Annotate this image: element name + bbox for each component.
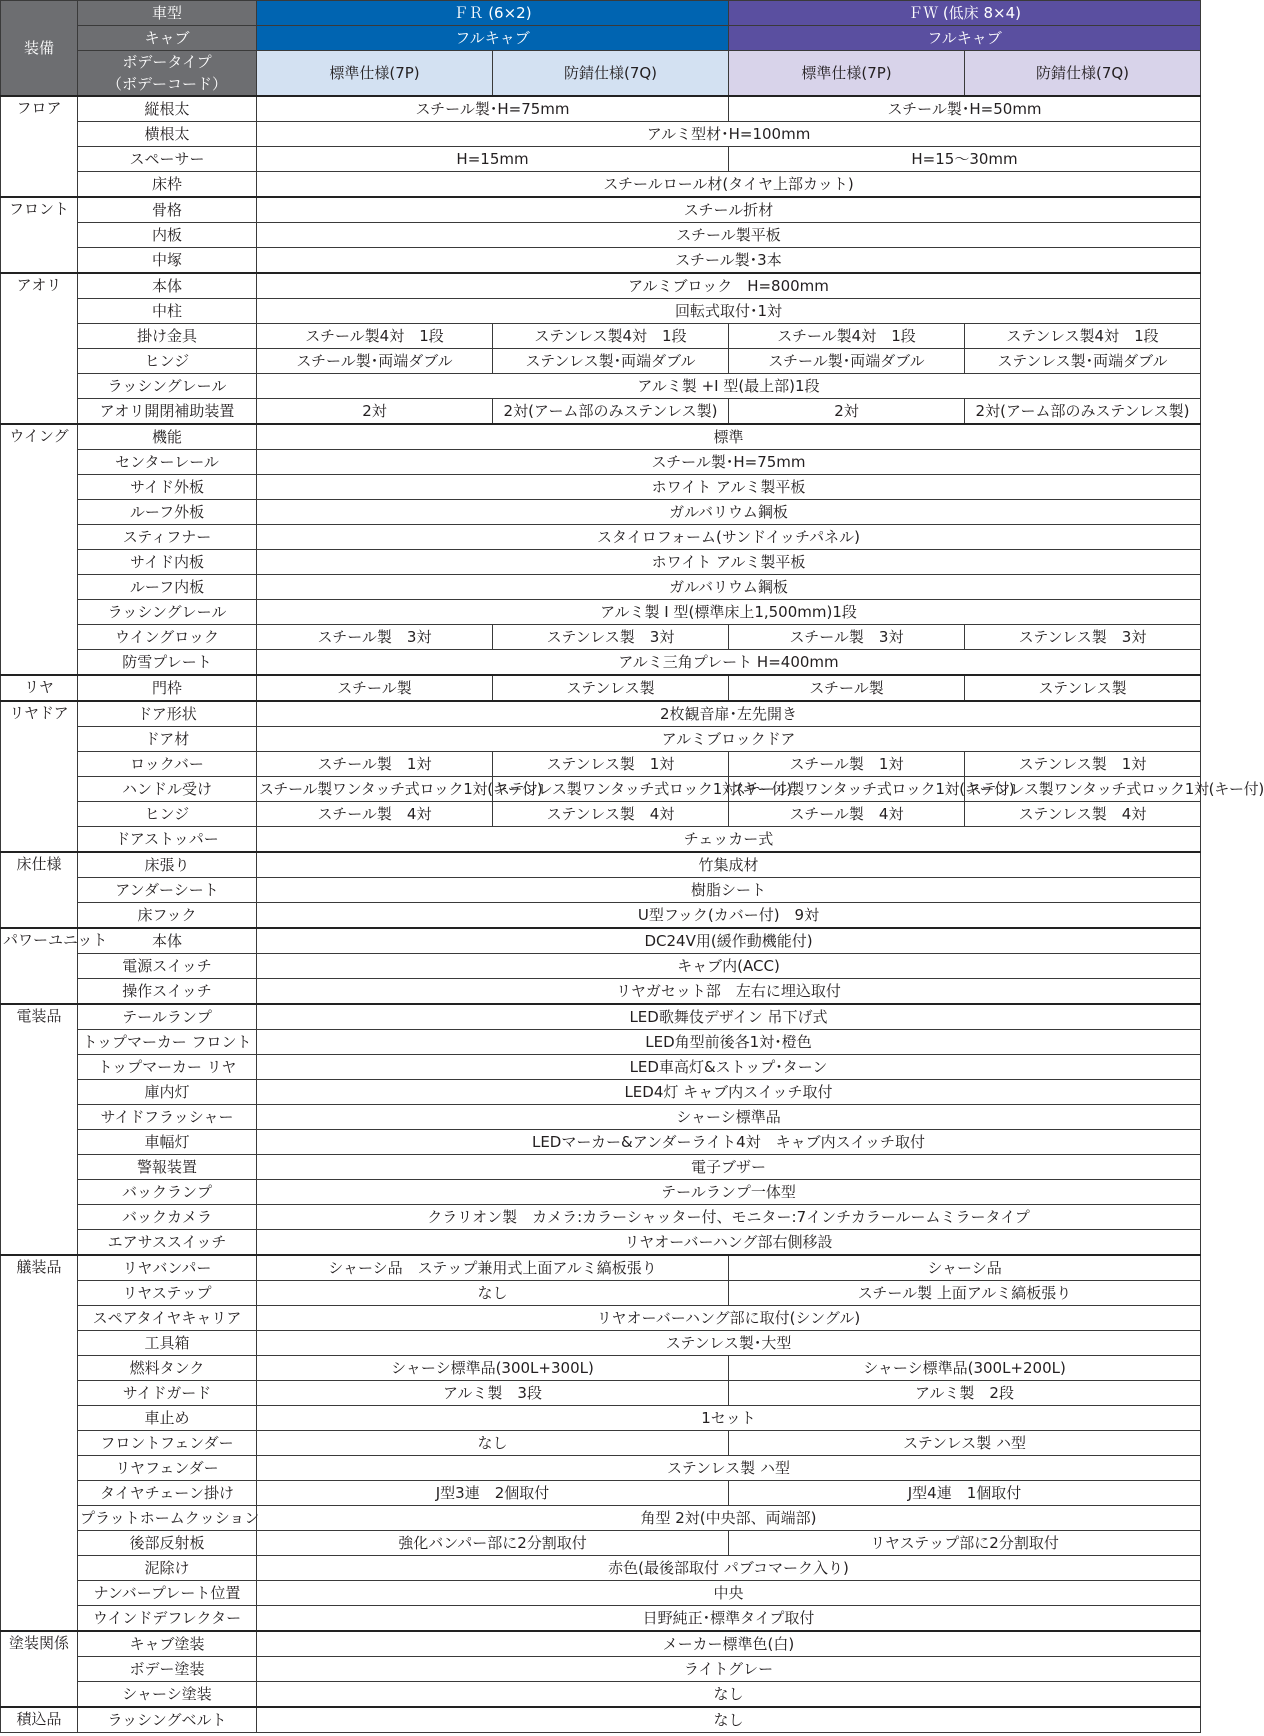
value-cell: 2対	[729, 399, 965, 425]
value-cell: スチール製 4対	[729, 802, 965, 827]
category-cell: フロント	[1, 197, 78, 273]
table-row	[1, 96, 1201, 122]
value-cell: スチール製 1対	[257, 752, 493, 777]
table-row	[1, 1707, 1201, 1733]
value-cell: 2対	[257, 399, 493, 425]
value-cell: J型4連 1個取付	[729, 1481, 1201, 1506]
item-label-cell: ラッシングベルト	[78, 1707, 257, 1733]
table-row	[1, 324, 1201, 349]
table-row	[1, 500, 1201, 525]
item-label-cell: 中柱	[78, 299, 257, 324]
value-cell: スチール製 上面アルミ縞板張り	[729, 1281, 1201, 1306]
value-cell: スタイロフォーム(サンドイッチパネル)	[257, 525, 1201, 550]
table-row	[1, 878, 1201, 903]
value-cell: なし	[257, 1431, 729, 1456]
value-cell: メーカー標準色(白)	[257, 1631, 1201, 1657]
table-row	[1, 1180, 1201, 1205]
value-cell: スチール製	[729, 675, 965, 701]
value-cell: アルミ型材･H=100mm	[257, 122, 1201, 147]
value-cell: 1セット	[257, 1406, 1201, 1431]
value-cell: スチール折材	[257, 197, 1201, 223]
category-cell: アオリ	[1, 273, 78, 424]
table-row	[1, 1657, 1201, 1682]
value-cell: スチール製ワンタッチ式ロック1対(キー付)	[257, 777, 493, 802]
value-cell: チェッカー式	[257, 827, 1201, 853]
value-cell: ステンレス製	[493, 675, 729, 701]
fw-rustproof-header: 防錆仕様(7Q)	[965, 51, 1201, 97]
table-row	[1, 172, 1201, 198]
item-label-cell: サイドフラッシャー	[78, 1105, 257, 1130]
table-row	[1, 475, 1201, 500]
item-label-cell: 車止め	[78, 1406, 257, 1431]
table-row	[1, 903, 1201, 929]
value-cell: アルミ製 +I 型(最上部)1段	[257, 374, 1201, 399]
item-label-cell: センターレール	[78, 450, 257, 475]
value-cell: ステンレス製4対 1段	[965, 324, 1201, 349]
table-row	[1, 1205, 1201, 1230]
table-row	[1, 827, 1201, 853]
table-row	[1, 1105, 1201, 1130]
table-row	[1, 852, 1201, 878]
value-cell: テールランプ一体型	[257, 1180, 1201, 1205]
value-cell: 強化バンパー部に2分割取付	[257, 1531, 729, 1556]
table-row	[1, 802, 1201, 827]
value-cell: H=15mm	[257, 147, 729, 172]
category-cell: 塗装関係	[1, 1631, 78, 1707]
item-label-cell: ハンドル受け	[78, 777, 257, 802]
item-label-cell: トップマーカー フロント	[78, 1030, 257, 1055]
table-row	[1, 147, 1201, 172]
value-cell: スチール製･H=75mm	[257, 450, 1201, 475]
value-cell: 2対(アーム部のみステンレス製)	[493, 399, 729, 425]
table-row	[1, 1456, 1201, 1481]
item-label-cell: 横根太	[78, 122, 257, 147]
item-label-cell: 機能	[78, 424, 257, 450]
item-label-cell: シャーシ塗装	[78, 1682, 257, 1708]
table-row	[1, 1080, 1201, 1105]
item-label-cell: スペアタイヤキャリア	[78, 1306, 257, 1331]
item-label-cell: ルーフ内板	[78, 575, 257, 600]
item-label-cell: ドア形状	[78, 701, 257, 727]
value-cell: J型3連 2個取付	[257, 1481, 729, 1506]
value-cell: スチール製	[257, 675, 493, 701]
category-cell: 床仕様	[1, 852, 78, 928]
table-row	[1, 650, 1201, 676]
table-row	[1, 299, 1201, 324]
value-cell: シャーシ品	[729, 1255, 1201, 1281]
value-cell: 2枚観音扉･左先開き	[257, 701, 1201, 727]
cab-label: キャブ	[78, 26, 257, 51]
value-cell: ステンレス製･両端ダブル	[493, 349, 729, 374]
fr-standard-header: 標準仕様(7P)	[257, 51, 493, 97]
item-label-cell: 電源スイッチ	[78, 954, 257, 979]
table-row	[1, 954, 1201, 979]
value-cell: シャーシ品 ステップ兼用式上面アルミ縞板張り	[257, 1255, 729, 1281]
category-cell: 積込品	[1, 1707, 78, 1733]
value-cell: ステンレス製 3対	[965, 625, 1201, 650]
item-label-cell: 後部反射板	[78, 1531, 257, 1556]
table-row	[1, 1306, 1201, 1331]
item-label-cell: ラッシングレール	[78, 600, 257, 625]
category-cell: パワーユニット	[1, 928, 78, 1004]
value-cell: シャーシ標準品	[257, 1105, 1201, 1130]
value-cell: 中央	[257, 1581, 1201, 1606]
value-cell: シャーシ標準品(300L+200L)	[729, 1356, 1201, 1381]
item-label-cell: リヤバンパー	[78, 1255, 257, 1281]
value-cell: アルミ三角プレート H=400mm	[257, 650, 1201, 676]
table-row	[1, 122, 1201, 147]
table-body	[1, 96, 1264, 1733]
value-cell: LED歌舞伎デザイン 吊下げ式	[257, 1004, 1201, 1030]
value-cell: アルミ製 2段	[729, 1381, 1201, 1406]
value-cell: なし	[257, 1682, 1201, 1708]
value-cell: 日野純正･標準タイプ取付	[257, 1606, 1201, 1632]
fw-cab-header: フルキャブ	[729, 26, 1201, 51]
value-cell: ステンレス製ワンタッチ式ロック1対(キー付)	[493, 777, 729, 802]
value-cell: アルミブロック H=800mm	[257, 273, 1201, 299]
value-cell: ガルバリウム鋼板	[257, 575, 1201, 600]
table-row	[1, 575, 1201, 600]
value-cell: LED4灯 キャブ内スイッチ取付	[257, 1080, 1201, 1105]
table-row	[1, 1506, 1201, 1531]
value-cell: スチール製･両端ダブル	[729, 349, 965, 374]
value-cell: 角型 2対(中央部、両端部)	[257, 1506, 1201, 1531]
value-cell: スチール製 1対	[729, 752, 965, 777]
item-label-cell: プラットホームクッション	[78, 1506, 257, 1531]
item-label-cell: リヤフェンダー	[78, 1456, 257, 1481]
table-row	[1, 777, 1201, 802]
table-row	[1, 399, 1201, 425]
item-label-cell: 床張り	[78, 852, 257, 878]
table-row	[1, 550, 1201, 575]
item-label-cell: ドアストッパー	[78, 827, 257, 853]
table-row	[1, 979, 1201, 1005]
item-label-cell: 骨格	[78, 197, 257, 223]
item-label-cell: 床フック	[78, 903, 257, 929]
value-cell: 樹脂シート	[257, 878, 1201, 903]
value-cell: リヤガセット部 左右に埋込取付	[257, 979, 1201, 1005]
table-row	[1, 675, 1201, 701]
value-cell: ステンレス製 ハ型	[257, 1456, 1201, 1481]
item-label-cell: リヤステップ	[78, 1281, 257, 1306]
category-cell: リヤ	[1, 675, 78, 701]
category-cell: 電装品	[1, 1004, 78, 1255]
table-row	[1, 1281, 1201, 1306]
table-row	[1, 1230, 1201, 1256]
value-cell: ステンレス製 3対	[493, 625, 729, 650]
equipment-header: 装備	[1, 1, 78, 97]
item-label-cell: サイド内板	[78, 550, 257, 575]
value-cell: ステンレス製 4対	[493, 802, 729, 827]
item-label-cell: 中塚	[78, 248, 257, 274]
item-label-cell: アオリ開閉補助装置	[78, 399, 257, 425]
value-cell: アルミ製 I 型(標準床上1,500mm)1段	[257, 600, 1201, 625]
value-cell: LEDマーカー&アンダーライト4対 キャブ内スイッチ取付	[257, 1130, 1201, 1155]
table-row	[1, 1682, 1201, 1708]
table-row	[1, 1331, 1201, 1356]
value-cell: DC24V用(緩作動機能付)	[257, 928, 1201, 954]
item-label-cell: バックカメラ	[78, 1205, 257, 1230]
value-cell: ライトグレー	[257, 1657, 1201, 1682]
item-label-cell: ウイングロック	[78, 625, 257, 650]
value-cell: ステンレス製 1対	[493, 752, 729, 777]
value-cell: スチールロール材(タイヤ上部カット)	[257, 172, 1201, 198]
value-cell: ガルバリウム鋼板	[257, 500, 1201, 525]
table-row	[1, 1255, 1201, 1281]
item-label-cell: ウインドデフレクター	[78, 1606, 257, 1632]
item-label-cell: ロックバー	[78, 752, 257, 777]
table-row	[1, 1606, 1201, 1632]
table-row	[1, 1004, 1201, 1030]
item-label-cell: 操作スイッチ	[78, 979, 257, 1005]
value-cell: アルミブロックドア	[257, 727, 1201, 752]
item-label-cell: 本体	[78, 273, 257, 299]
item-label-cell: タイヤチェーン掛け	[78, 1481, 257, 1506]
table-row	[1, 752, 1201, 777]
item-label-cell: 車幅灯	[78, 1130, 257, 1155]
value-cell: ステンレス製 4対	[965, 802, 1201, 827]
value-cell: クラリオン製 カメラ:カラーシャッター付、モニター:7インチカラールームミラータイプ	[257, 1205, 1201, 1230]
value-cell: 標準	[257, 424, 1201, 450]
item-label-cell: スティフナー	[78, 525, 257, 550]
table-row	[1, 450, 1201, 475]
table-row	[1, 424, 1201, 450]
item-label-cell: ドア材	[78, 727, 257, 752]
value-cell: 赤色(最後部取付 パブコマーク入り)	[257, 1556, 1201, 1581]
category-cell: 艤装品	[1, 1255, 78, 1631]
table-row	[1, 1155, 1201, 1180]
value-cell: スチール製 3対	[257, 625, 493, 650]
value-cell: スチール製･3本	[257, 248, 1201, 274]
value-cell: スチール製ワンタッチ式ロック1対(キー付)	[729, 777, 965, 802]
value-cell: U型フック(カバー付) 9対	[257, 903, 1201, 929]
value-cell: ホワイト アルミ製平板	[257, 550, 1201, 575]
value-cell: ステンレス製 ハ型	[729, 1431, 1201, 1456]
table-row	[1, 1381, 1201, 1406]
value-cell: アルミ製 3段	[257, 1381, 729, 1406]
value-cell: スチール製4対 1段	[257, 324, 493, 349]
item-label-cell: バックランプ	[78, 1180, 257, 1205]
value-cell: スチール製･両端ダブル	[257, 349, 493, 374]
fr-model-header: ＦＲ (6×2)	[257, 1, 729, 26]
value-cell: リヤステップ部に2分割取付	[729, 1531, 1201, 1556]
item-label-cell: サイドガード	[78, 1381, 257, 1406]
item-label-cell: キャブ塗装	[78, 1631, 257, 1657]
value-cell: スチール製4対 1段	[729, 324, 965, 349]
table-row	[1, 273, 1201, 299]
table-row	[1, 1531, 1201, 1556]
item-label-cell: 内板	[78, 223, 257, 248]
table-row	[1, 525, 1201, 550]
table-row	[1, 701, 1201, 727]
table-header	[1, 1, 1201, 97]
value-cell: スチール製･H=50mm	[729, 96, 1201, 122]
value-cell: シャーシ標準品(300L+300L)	[257, 1356, 729, 1381]
item-label-cell: 門枠	[78, 675, 257, 701]
table-row	[1, 1431, 1201, 1456]
item-label-cell: 庫内灯	[78, 1080, 257, 1105]
table-row	[1, 1481, 1201, 1506]
value-cell: 2対(アーム部のみステンレス製)	[965, 399, 1201, 425]
fw-standard-header: 標準仕様(7P)	[729, 51, 965, 97]
item-label-cell: 防雪プレート	[78, 650, 257, 676]
item-label-cell: ルーフ外板	[78, 500, 257, 525]
item-label-cell: ナンバープレート位置	[78, 1581, 257, 1606]
table-row	[1, 374, 1201, 399]
item-label-cell: ヒンジ	[78, 349, 257, 374]
table-row	[1, 625, 1201, 650]
item-label-cell: ヒンジ	[78, 802, 257, 827]
value-cell: ステンレス製 1対	[965, 752, 1201, 777]
fr-rustproof-header: 防錆仕様(7Q)	[493, 51, 729, 97]
item-label-cell: 燃料タンク	[78, 1356, 257, 1381]
value-cell: LED角型前後各1対･橙色	[257, 1030, 1201, 1055]
value-cell: スチール製･H=75mm	[257, 96, 729, 122]
category-cell: ウイング	[1, 424, 78, 675]
category-cell: リヤドア	[1, 701, 78, 852]
model-label: 車型	[78, 1, 257, 26]
table-row	[1, 349, 1201, 374]
value-cell: ステンレス製ワンタッチ式ロック1対(キー付)	[965, 777, 1201, 802]
value-cell: LED車高灯&ストップ･ターン	[257, 1055, 1201, 1080]
item-label-cell: フロントフェンダー	[78, 1431, 257, 1456]
table-row	[1, 197, 1201, 223]
category-cell: フロア	[1, 96, 78, 197]
value-cell: 竹集成材	[257, 852, 1201, 878]
table-row	[1, 223, 1201, 248]
table-row	[1, 600, 1201, 625]
item-label-cell: アンダーシート	[78, 878, 257, 903]
table-row	[1, 1406, 1201, 1431]
item-label-cell: 泥除け	[78, 1556, 257, 1581]
table-row	[1, 1130, 1201, 1155]
value-cell: スチール製 3対	[729, 625, 965, 650]
item-label-cell: スペーサー	[78, 147, 257, 172]
value-cell: ステンレス製･大型	[257, 1331, 1201, 1356]
value-cell: なし	[257, 1707, 1201, 1733]
item-label-cell: ボデー塗装	[78, 1657, 257, 1682]
table-row	[1, 1631, 1201, 1657]
item-label-cell: 警報装置	[78, 1155, 257, 1180]
value-cell: なし	[257, 1281, 729, 1306]
table-row	[1, 1356, 1201, 1381]
table-row	[1, 248, 1201, 274]
value-cell: スチール製 4対	[257, 802, 493, 827]
item-label-cell: 本体	[78, 928, 257, 954]
table-row	[1, 727, 1201, 752]
item-label-cell: テールランプ	[78, 1004, 257, 1030]
table-row	[1, 928, 1201, 954]
value-cell: 電子ブザー	[257, 1155, 1201, 1180]
item-label-cell: 掛け金具	[78, 324, 257, 349]
table-row	[1, 1055, 1201, 1080]
value-cell: キャブ内(ACC)	[257, 954, 1201, 979]
value-cell: H=15～30mm	[729, 147, 1201, 172]
fr-cab-header: フルキャブ	[257, 26, 729, 51]
item-label-cell: 縦根太	[78, 96, 257, 122]
item-label-cell: エアサススイッチ	[78, 1230, 257, 1256]
value-cell: ステンレス製4対 1段	[493, 324, 729, 349]
value-cell: リヤオーバーハング部右側移設	[257, 1230, 1201, 1256]
table-row	[1, 1556, 1201, 1581]
item-label-cell: 工具箱	[78, 1331, 257, 1356]
value-cell: ホワイト アルミ製平板	[257, 475, 1201, 500]
item-label-cell: トップマーカー リヤ	[78, 1055, 257, 1080]
item-label-cell: 床枠	[78, 172, 257, 198]
value-cell: ステンレス製	[965, 675, 1201, 701]
item-label-cell: サイド外板	[78, 475, 257, 500]
value-cell: ステンレス製･両端ダブル	[965, 349, 1201, 374]
value-cell: 回転式取付･1対	[257, 299, 1201, 324]
table-row	[1, 1030, 1201, 1055]
table-row	[1, 1581, 1201, 1606]
body-type-label: ボデータイプ （ボデーコード）	[78, 51, 257, 97]
value-cell: リヤオーバーハング部に取付(シングル)	[257, 1306, 1201, 1331]
item-label-cell: ラッシングレール	[78, 374, 257, 399]
fw-model-header: ＦＷ (低床 8×4)	[729, 1, 1201, 26]
value-cell: スチール製平板	[257, 223, 1201, 248]
